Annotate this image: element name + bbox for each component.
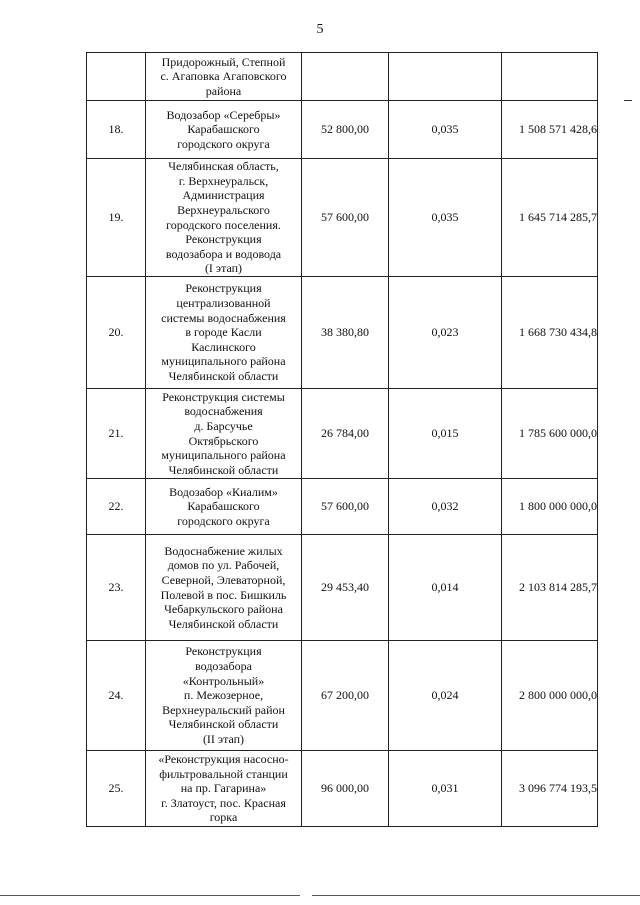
project-name-cell [146,751,302,827]
table-row [87,535,598,641]
cost-cell: 29 453,40 [302,535,389,641]
project-name-line: системы водоснабжения [161,310,286,325]
table-row [87,751,598,827]
project-name-line: фильтровальной станции [159,766,288,781]
row-number-cell: 25. [87,751,146,827]
cost-cell: 57 600,00 [302,479,389,535]
cost-cell: 67 200,00 [302,641,389,751]
project-name-cell [146,389,302,479]
project-name-line: Челябинской области [168,368,279,383]
project-name-line: городского округа [177,136,270,151]
project-name-line: Чебаркульского района [164,602,283,617]
value-cell: 1 668 730 434,8 [502,277,598,389]
project-name-line: Администрация [182,188,265,203]
project-name-line: «Реконструкция насосно- [158,752,289,767]
project-name-cell [146,159,302,277]
project-name-cell [146,101,302,159]
project-name-line: водозабора [195,659,252,674]
project-name-line: (I этап) [204,261,243,276]
project-name-line: горка [209,810,238,825]
project-name-line: д. Барсучье [194,418,253,433]
project-name-line: п. Межозерное, [183,688,264,703]
project-name-line: муниципального района [161,354,286,369]
coefficient-cell: 0,024 [389,641,502,751]
coefficient-cell: 0,032 [389,479,502,535]
project-name-line: Придорожный, Степной [161,54,286,69]
project-name-line: Челябинской области [168,717,279,732]
project-name-line: (II этап) [202,731,245,746]
project-name-line: с. Агаповка Агаповского [160,69,287,84]
coefficient-cell: 0,015 [389,389,502,479]
value-cell: 2 103 814 285,7 [502,535,598,641]
project-name-line: Челябинская область, [168,159,279,174]
project-name-line: водозабора и водовода [165,246,282,261]
project-name-line: Каслинского [191,339,256,354]
project-name-cell [146,535,302,641]
row-number-cell: 18. [87,101,146,159]
value-cell: 1 508 571 428,6 [502,101,598,159]
cost-cell [302,53,389,101]
row-number-cell: 24. [87,641,146,751]
project-name-line: Северной, Элеваторной, [161,572,286,587]
coefficient-cell: 0,031 [389,751,502,827]
cost-cell: 38 380,80 [302,277,389,389]
table-row [87,53,598,101]
value-cell: 2 800 000 000,0 [502,641,598,751]
value-cell: 1 785 600 000,0 [502,389,598,479]
page-number: 5 [316,22,324,37]
project-name-line: Реконструкция системы [162,389,285,404]
table-body [87,53,598,827]
table-row [87,101,598,159]
row-number-cell: 20. [87,277,146,389]
project-name-line: Карабашского [187,499,260,514]
cost-cell: 26 784,00 [302,389,389,479]
project-name-line: Октябрьского [188,433,259,448]
project-name-line: муниципального района [161,448,286,463]
project-name-line: Реконструкция [185,232,262,247]
coefficient-cell: 0,023 [389,277,502,389]
row-number-cell [87,53,146,101]
table-row [87,389,598,479]
table-row [87,641,598,751]
project-name-line: Водозабор «Киалим» [169,484,278,499]
project-name-line: г. Верхнеуральск, [178,173,269,188]
row-number-cell: 23. [87,535,146,641]
project-name-line: домов по ул. Рабочей, [167,558,280,573]
project-name-cell [146,277,302,389]
table-row [87,159,598,277]
value-cell: 1 800 000 000,0 [502,479,598,535]
project-name-line: Полевой в пос. Бишкиль [160,587,287,602]
coefficient-cell: 0,014 [389,535,502,641]
project-name-line: района [205,83,242,98]
value-cell: 1 645 714 285,7 [502,159,598,277]
row-number-cell: 19. [87,159,146,277]
project-name-line: Челябинской области [168,462,279,477]
footer-rule-right [312,895,640,896]
water-projects-table [86,52,598,827]
value-cell [502,53,598,101]
project-name-line: Водоснабжение жилых [164,543,283,558]
project-name-line: г. Златоуст, пос. Красная [161,795,286,810]
project-name-line: в городе Касли [185,325,262,340]
cost-cell: 57 600,00 [302,159,389,277]
project-name-line: Верхнеуральского [177,202,270,217]
cost-cell: 96 000,00 [302,751,389,827]
footer-rule-left [0,895,300,896]
project-name-line: Реконструкция [185,281,262,296]
edge-mark [624,100,632,101]
project-name-line: Реконструкция [185,644,262,659]
coefficient-cell: 0,035 [389,159,502,277]
table-row [87,479,598,535]
coefficient-cell [389,53,502,101]
project-name-line: на пр. Гагарина» [180,781,267,796]
row-number-cell: 21. [87,389,146,479]
project-name-cell [146,53,302,101]
table-row [87,277,598,389]
row-number-cell: 22. [87,479,146,535]
project-name-line: Водозабор «Серебры» [166,107,281,122]
project-name-line: Верхнеуральский район [162,702,285,717]
cost-cell: 52 800,00 [302,101,389,159]
project-name-line: Карабашского [187,122,260,137]
coefficient-cell: 0,035 [389,101,502,159]
project-name-line: городского поселения. [166,217,281,232]
project-name-cell [146,479,302,535]
project-name-line: городского округа [177,513,270,528]
project-name-line: централизованной [176,296,271,311]
project-name-line: «Контрольный» [182,673,265,688]
project-name-cell [146,641,302,751]
project-name-line: водоснабжения [184,404,263,419]
value-cell: 3 096 774 193,5 [502,751,598,827]
project-name-line: Челябинской области [168,616,279,631]
